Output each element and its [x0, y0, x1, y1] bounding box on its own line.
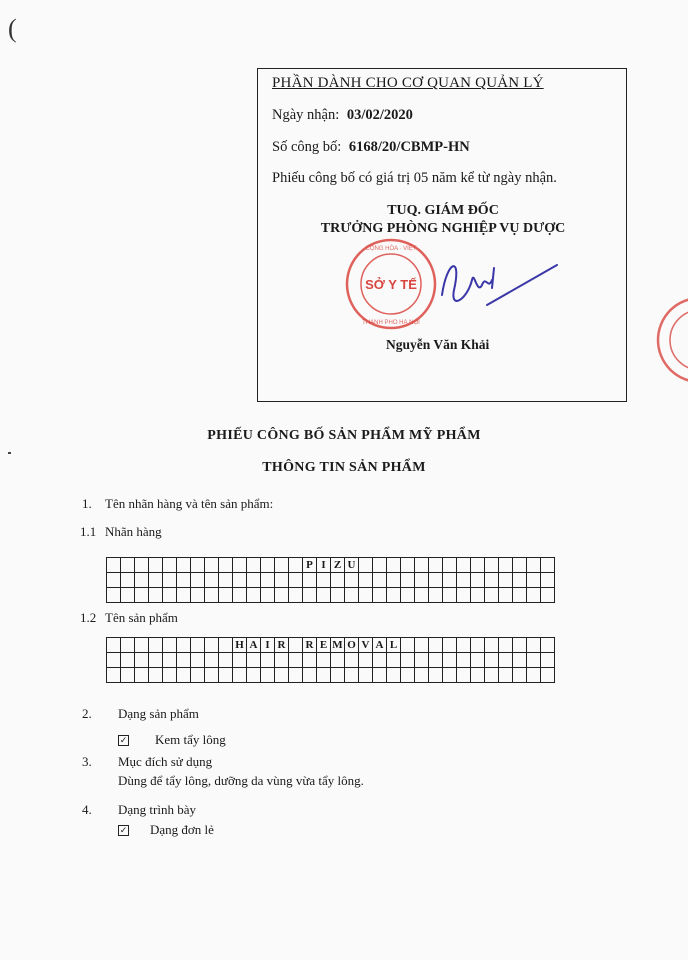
second-stamp-edge: [650, 290, 688, 390]
grid-cell: [149, 653, 163, 668]
section-2-checkbox: ✓: [119, 735, 128, 745]
received-date-label: Ngày nhận:: [272, 107, 340, 123]
grid-cell: [275, 573, 289, 588]
grid-cell: Z: [331, 558, 345, 573]
grid-cell: [107, 668, 121, 683]
grid-cell: [205, 573, 219, 588]
section-3-text: Dùng để tẩy lông, dưỡng da vùng vừa tẩy lông.: [118, 773, 364, 788]
grid-cell: [247, 588, 261, 603]
grid-cell: [219, 653, 233, 668]
grid-cell: [513, 558, 527, 573]
grid-cell: [485, 588, 499, 603]
section-2-label: Dạng sản phẩm: [118, 706, 199, 721]
received-date-row: [272, 107, 413, 124]
grid-cell: [415, 638, 429, 653]
grid-cell: [415, 653, 429, 668]
grid-cell: [135, 668, 149, 683]
grid-cell: [485, 573, 499, 588]
grid-cell: [331, 588, 345, 603]
grid-cell: [359, 558, 373, 573]
grid-cell: [289, 588, 303, 603]
number-label: Số công bố:: [272, 139, 342, 155]
grid-cell: [513, 573, 527, 588]
grid-cell: [177, 588, 191, 603]
grid-cell: [443, 653, 457, 668]
grid-cell: [205, 638, 219, 653]
section-1-number: 1.: [82, 496, 92, 511]
grid-cell: [527, 588, 541, 603]
grid-row: [107, 588, 555, 603]
grid-cell: [275, 558, 289, 573]
grid-cell: [121, 558, 135, 573]
section-4-option: Dạng đơn lẻ: [150, 822, 214, 837]
product-letter-grid: [106, 637, 555, 683]
grid-cell: [261, 588, 275, 603]
grid-cell: [485, 653, 499, 668]
grid-cell: [205, 653, 219, 668]
grid-cell: [387, 588, 401, 603]
agency-box: [257, 68, 627, 402]
grid-cell: [429, 653, 443, 668]
grid-cell: [247, 558, 261, 573]
grid-cell: [107, 653, 121, 668]
signer-name: Nguyễn Văn Khải: [386, 337, 490, 352]
grid-cell: I: [261, 638, 275, 653]
section-1-label: Tên nhãn hàng và tên sản phẩm:: [105, 496, 274, 511]
grid-cell: [219, 588, 233, 603]
grid-cell: [275, 588, 289, 603]
grid-cell: [527, 638, 541, 653]
grid-cell: [191, 653, 205, 668]
grid-cell: [527, 573, 541, 588]
grid-cell: [415, 588, 429, 603]
grid-cell: [317, 668, 331, 683]
grid-cell: [527, 653, 541, 668]
grid-cell: [331, 653, 345, 668]
grid-cell: [471, 558, 485, 573]
section-4-checkbox: ✓: [119, 825, 128, 835]
grid-cell: [177, 573, 191, 588]
grid-cell: [359, 653, 373, 668]
grid-cell: [373, 558, 387, 573]
grid-cell: [149, 573, 163, 588]
grid-cell: U: [345, 558, 359, 573]
grid-cell: [429, 638, 443, 653]
grid-cell: [219, 638, 233, 653]
grid-cell: [177, 638, 191, 653]
margin-mark: (: [8, 14, 17, 43]
grid-cell: [345, 668, 359, 683]
grid-cell: R: [303, 638, 317, 653]
grid-cell: [443, 588, 457, 603]
grid-cell: [457, 558, 471, 573]
grid-cell: [177, 558, 191, 573]
grid-cell: [191, 558, 205, 573]
grid-cell: [163, 573, 177, 588]
form-title: PHIẾU CÔNG BỐ SẢN PHẨM MỸ PHẨM: [207, 428, 481, 443]
grid-cell: [163, 653, 177, 668]
grid-cell: [121, 668, 135, 683]
grid-cell: [163, 668, 177, 683]
grid-cell: [429, 668, 443, 683]
svg-text:SỞ Y TẾ: SỞ Y TẾ: [365, 277, 417, 292]
grid-cell: [149, 558, 163, 573]
section-4-number: 4.: [82, 802, 92, 817]
grid-cell: [415, 558, 429, 573]
grid-cell: [345, 573, 359, 588]
grid-cell: H: [233, 638, 247, 653]
grid-cell: [205, 588, 219, 603]
grid-cell: [303, 573, 317, 588]
grid-cell: [233, 558, 247, 573]
grid-cell: [541, 638, 555, 653]
grid-cell: [163, 558, 177, 573]
section-1-2-number: 1.2: [80, 610, 97, 625]
grid-cell: [135, 573, 149, 588]
grid-cell: [443, 638, 457, 653]
grid-cell: [373, 653, 387, 668]
grid-cell: [275, 668, 289, 683]
grid-cell: [471, 638, 485, 653]
grid-cell: [275, 653, 289, 668]
section-2-option: Kem tẩy lông: [155, 732, 226, 747]
grid-cell: [429, 573, 443, 588]
grid-cell: V: [359, 638, 373, 653]
grid-cell: [261, 558, 275, 573]
grid-cell: [177, 668, 191, 683]
grid-cell: [317, 588, 331, 603]
grid-cell: [499, 558, 513, 573]
grid-cell: [401, 558, 415, 573]
grid-cell: [289, 573, 303, 588]
grid-cell: L: [387, 638, 401, 653]
grid-cell: [233, 668, 247, 683]
grid-cell: [527, 668, 541, 683]
grid-cell: I: [317, 558, 331, 573]
grid-cell: A: [373, 638, 387, 653]
section-1-2-label: Tên sản phẩm: [105, 610, 178, 625]
grid-cell: [331, 668, 345, 683]
agency-box-header: PHẦN DÀNH CHO CƠ QUAN QUẢN LÝ: [272, 75, 544, 91]
grid-cell: [359, 668, 373, 683]
grid-cell: [135, 638, 149, 653]
grid-cell: E: [317, 638, 331, 653]
grid-cell: [163, 638, 177, 653]
grid-cell: [247, 653, 261, 668]
grid-cell: [513, 588, 527, 603]
grid-cell: [191, 588, 205, 603]
grid-cell: [443, 558, 457, 573]
grid-cell: [541, 573, 555, 588]
grid-cell: [513, 638, 527, 653]
grid-cell: O: [345, 638, 359, 653]
grid-row: [107, 638, 555, 653]
grid-cell: [289, 638, 303, 653]
grid-cell: [303, 588, 317, 603]
margin-dot: [8, 452, 11, 454]
grid-cell: [401, 573, 415, 588]
grid-cell: [401, 588, 415, 603]
grid-cell: [513, 668, 527, 683]
grid-cell: [177, 653, 191, 668]
grid-row: [107, 558, 555, 573]
grid-cell: [457, 653, 471, 668]
grid-cell: [499, 588, 513, 603]
grid-cell: [429, 588, 443, 603]
grid-cell: [541, 588, 555, 603]
grid-cell: [499, 573, 513, 588]
grid-cell: [233, 573, 247, 588]
grid-cell: [247, 668, 261, 683]
validity-note: Phiếu công bố có giá trị 05 năm kể từ ngày nhận.: [272, 170, 557, 186]
grid-cell: A: [247, 638, 261, 653]
section-1-1-label: Nhãn hàng: [105, 524, 162, 539]
grid-row: [107, 653, 555, 668]
grid-cell: [149, 588, 163, 603]
grid-cell: [541, 668, 555, 683]
grid-cell: [317, 573, 331, 588]
grid-cell: [247, 573, 261, 588]
grid-cell: [121, 588, 135, 603]
grid-cell: [471, 588, 485, 603]
grid-cell: [471, 653, 485, 668]
grid-cell: [135, 653, 149, 668]
grid-cell: [233, 588, 247, 603]
section-4-label: Dạng trình bày: [118, 802, 196, 817]
grid-row: [107, 573, 555, 588]
grid-cell: [499, 653, 513, 668]
grid-cell: [499, 638, 513, 653]
grid-cell: [457, 573, 471, 588]
grid-cell: [429, 558, 443, 573]
grid-cell: [499, 668, 513, 683]
grid-cell: [303, 653, 317, 668]
signer-title-2: TRƯỞNG PHÒNG NGHIỆP VỤ DƯỢC: [320, 221, 566, 236]
grid-cell: [457, 588, 471, 603]
grid-cell: [107, 558, 121, 573]
grid-cell: [219, 668, 233, 683]
grid-cell: P: [303, 558, 317, 573]
grid-cell: [219, 573, 233, 588]
grid-cell: [485, 668, 499, 683]
grid-cell: [121, 638, 135, 653]
grid-cell: [443, 573, 457, 588]
received-date-value: 03/02/2020: [346, 107, 413, 123]
grid-cell: [373, 668, 387, 683]
grid-cell: [191, 573, 205, 588]
grid-cell: [387, 558, 401, 573]
grid-cell: [107, 588, 121, 603]
grid-cell: [135, 588, 149, 603]
grid-cell: [261, 573, 275, 588]
grid-cell: [359, 573, 373, 588]
grid-cell: [541, 558, 555, 573]
grid-cell: [163, 588, 177, 603]
grid-cell: [359, 588, 373, 603]
grid-cell: [205, 668, 219, 683]
grid-row: [107, 668, 555, 683]
handwritten-signature: [432, 250, 562, 320]
grid-cell: [457, 668, 471, 683]
brand-letter-grid: [106, 557, 555, 603]
grid-cell: [527, 558, 541, 573]
grid-cell: [121, 573, 135, 588]
grid-cell: [205, 558, 219, 573]
grid-cell: [387, 653, 401, 668]
grid-cell: [387, 668, 401, 683]
grid-cell: [541, 653, 555, 668]
grid-cell: [317, 653, 331, 668]
grid-cell: [219, 558, 233, 573]
grid-cell: [303, 668, 317, 683]
grid-cell: [135, 558, 149, 573]
grid-cell: [401, 668, 415, 683]
grid-cell: [107, 573, 121, 588]
grid-cell: [191, 638, 205, 653]
grid-cell: [415, 573, 429, 588]
grid-cell: [331, 573, 345, 588]
grid-cell: [345, 588, 359, 603]
svg-text:THÀNH PHỐ HÀ NỘI: THÀNH PHỐ HÀ NỘI: [362, 320, 420, 326]
grid-cell: [345, 653, 359, 668]
grid-cell: [261, 668, 275, 683]
svg-text:CỘNG HÒA · VIỆT: CỘNG HÒA · VIỆT: [365, 246, 417, 252]
signer-title-1: TUQ. GIÁM ĐỐC: [387, 203, 499, 218]
grid-cell: [485, 638, 499, 653]
section-1-1-number: 1.1: [80, 524, 97, 539]
official-stamp: [343, 236, 439, 332]
grid-cell: M: [332, 639, 343, 651]
grid-cell: [457, 638, 471, 653]
section-3-label: Mục đích sử dụng: [118, 754, 213, 769]
grid-cell: [261, 653, 275, 668]
grid-cell: [513, 653, 527, 668]
grid-cell: [289, 668, 303, 683]
grid-cell: [471, 573, 485, 588]
grid-cell: [149, 668, 163, 683]
grid-cell: [485, 558, 499, 573]
grid-cell: [289, 653, 303, 668]
section-2-number: 2.: [82, 706, 92, 721]
grid-cell: [401, 638, 415, 653]
form-subtitle: THÔNG TIN SẢN PHẨM: [262, 460, 426, 475]
section-3-number: 3.: [82, 754, 92, 769]
grid-cell: [191, 668, 205, 683]
number-value: 6168/20/CBMP-HN: [348, 139, 470, 155]
grid-cell: R: [275, 638, 289, 653]
grid-cell: [121, 653, 135, 668]
grid-cell: [289, 558, 303, 573]
grid-cell: [373, 588, 387, 603]
grid-cell: [107, 638, 121, 653]
number-row: [272, 139, 470, 156]
grid-cell: [373, 573, 387, 588]
grid-cell: [415, 668, 429, 683]
grid-cell: [233, 653, 247, 668]
grid-cell: [443, 668, 457, 683]
grid-cell: [387, 573, 401, 588]
grid-cell: [471, 668, 485, 683]
grid-cell: [149, 638, 163, 653]
grid-cell: [401, 653, 415, 668]
